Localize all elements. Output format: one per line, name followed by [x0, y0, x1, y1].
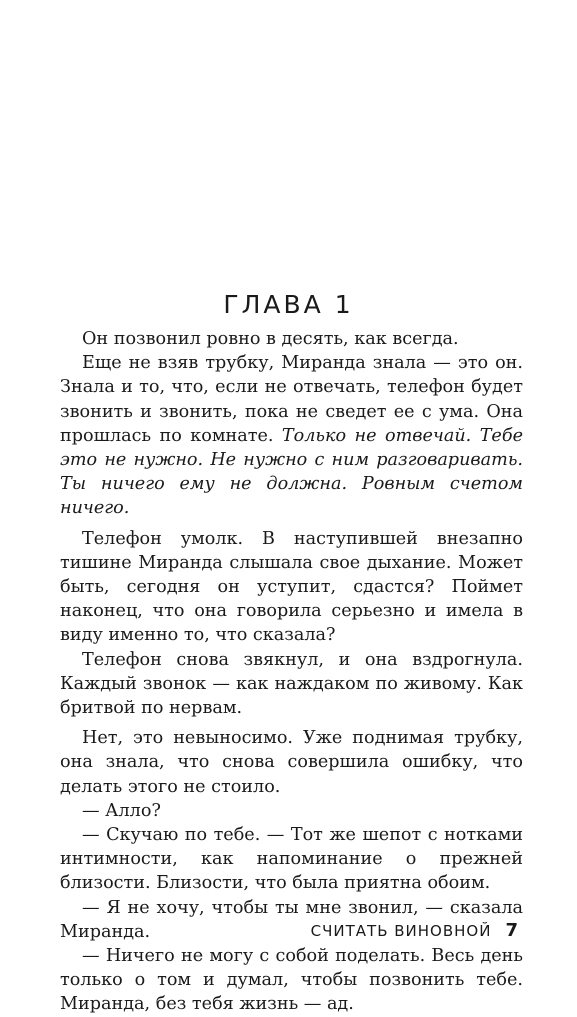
- paragraph: [60, 527, 523, 648]
- paragraph: [60, 823, 523, 896]
- paragraph: [60, 726, 523, 799]
- page-footer: [311, 920, 519, 941]
- paragraph: [60, 944, 523, 1017]
- paragraph: [60, 327, 523, 351]
- paragraph-text: Нет, это невыносимо. Уже поднимая трубку, она знала, что снова совершила ошибку, что делать этого не стоило.: [60, 728, 523, 797]
- paragraph: [60, 351, 523, 520]
- paragraph-text: Еще не взяв трубку, Миранда знала — это он. Знала и то, что, если не отвечать, телефон будет звонить и звонить, пока не сведет ее с ума. Она прошлась по комнате.: [60, 353, 523, 446]
- paragraph-text: Он позвонил ровно в десять, как всегда.: [82, 329, 459, 349]
- chapter-heading: ГЛАВА 1: [223, 290, 354, 319]
- running-title: СЧИТАТЬ ВИНОВНОЙ: [310, 922, 492, 940]
- paragraph-text: — Я не хочу, чтобы ты мне звонил, — сказала Миранда.: [60, 897, 523, 942]
- paragraph: [60, 799, 523, 823]
- paragraph-text: — Скучаю по тебе. — Тот же шепот с нотками интимности, как напоминание о прежней близости. Близости, что была приятна обоим.: [60, 825, 523, 894]
- paragraph-text: — Алло?: [82, 800, 161, 821]
- paragraph: [60, 648, 523, 721]
- paragraph-text: Телефон снова звякнул, и она вздрогнула. Каждый звонок — как наждаком по живому. Как бритвой по нервам.: [60, 649, 523, 719]
- page-number: 7: [505, 920, 519, 941]
- paragraph-text: — Ничего не могу с собой поделать. Весь день только о том и думал, чтобы позвонить тебе. Миранда, без тебя жизнь — ад.: [60, 946, 523, 1015]
- body-text: [60, 327, 523, 1017]
- italic-text: Только не отвечай. Тебе это не нужно. Не нужно с ним разговаривать. Ты ничего ему не должна. Ровным счетом ничего.: [60, 425, 523, 519]
- paragraph-text: Телефон умолк. В наступившей внезапно тишине Миранда слышала свое дыхание. Может быть, сегодня он уступит, сдастся? Поймет наконец, что она говорила серьезно и имела в виду именно то, что сказала?: [60, 528, 523, 646]
